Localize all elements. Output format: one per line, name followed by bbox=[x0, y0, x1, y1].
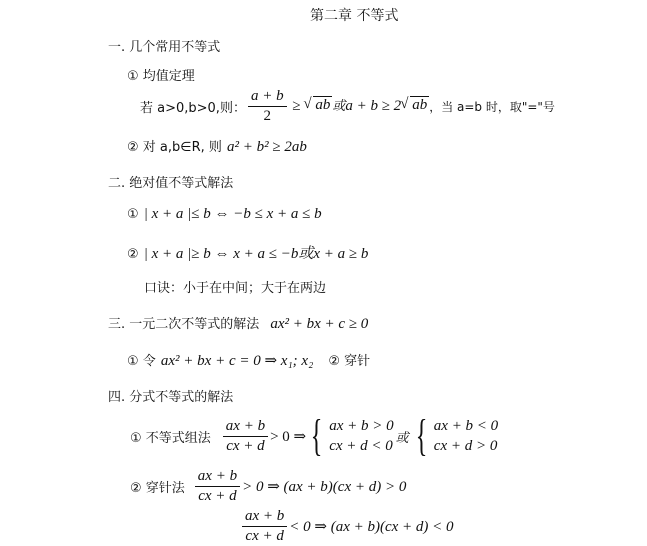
fraction-system-line bbox=[130, 412, 498, 460]
or-word: 或 bbox=[332, 98, 346, 114]
square-inequality-formula: a² + b² ≥ 2ab bbox=[227, 139, 307, 155]
quadratic-equation: ax² + bx + c = 0 ⇒ x₁; x₂ bbox=[160, 353, 314, 369]
ge-sign: ≥ bbox=[288, 97, 305, 114]
mnemonic-text: 口诀：小于在中间；大于在两边 bbox=[144, 281, 327, 296]
page-title: 第二章 不等式 bbox=[310, 8, 399, 24]
abs-ge-label: ② bbox=[127, 247, 139, 262]
mean-theorem-label: ① 均值定理 bbox=[127, 69, 195, 84]
system-2-row-2: cx + d > 0 bbox=[433, 438, 498, 454]
needle-fraction-1-denominator: cx + d bbox=[198, 487, 237, 504]
sqrt-ab-2 bbox=[401, 97, 429, 114]
abs-le-formula: | x + a |≤ b ⇔ −b ≤ x + a ≤ b bbox=[143, 206, 322, 222]
system-1-row-2: cx + d < 0 bbox=[329, 438, 393, 454]
system-2-row-1: ax + b < 0 bbox=[433, 418, 499, 434]
section-1-heading: 一. 几个常用不等式 bbox=[108, 40, 221, 55]
sqrt-radicand-1: ab bbox=[315, 97, 331, 114]
system-2 bbox=[411, 411, 499, 460]
square-inequality-line bbox=[127, 136, 307, 156]
needle-line-2-rest: < 0 ⇒ (ax + b)(cx + d) < 0 bbox=[289, 518, 454, 535]
section-3-heading: 三. 一元二次不等式的解法 bbox=[108, 317, 260, 332]
system-1-row-1: ax + b > 0 bbox=[329, 418, 394, 434]
mean-theorem-condition: 若 a>0,b>0,则： bbox=[140, 100, 246, 116]
needle-method-line-2 bbox=[240, 506, 454, 546]
mean-expr-2: a + b ≥ 2 bbox=[345, 97, 402, 114]
abs-le-line bbox=[127, 203, 322, 223]
abs-ge-formula: | x + a |≥ b ⇔ x + a ≤ −b或x + a ≥ b bbox=[143, 246, 369, 262]
brace-2: { bbox=[415, 411, 428, 460]
quadratic-steps-line bbox=[127, 350, 370, 370]
system-or: 或 bbox=[395, 430, 409, 446]
mean-fraction bbox=[248, 88, 287, 125]
needle-fraction-2 bbox=[242, 508, 287, 545]
mean-fraction-numerator: a + b bbox=[248, 88, 287, 107]
needle-method-label: ② 穿针法 bbox=[130, 480, 185, 496]
square-inequality-label: ② 对 a,b∈R, 则 bbox=[127, 140, 222, 155]
sqrt-ab-1 bbox=[304, 97, 332, 114]
system-method-label: ① 不等式组法 bbox=[130, 430, 211, 446]
needle-fraction-1-numerator: ax + b bbox=[195, 468, 240, 487]
mean-fraction-denominator: 2 bbox=[263, 107, 272, 124]
gt-zero-implies: > 0 ⇒ bbox=[270, 428, 307, 445]
section-4-heading: 四. 分式不等式的解法 bbox=[108, 390, 234, 405]
section-2-heading: 二. 绝对值不等式解法 bbox=[108, 176, 234, 191]
quadratic-inequality: ax² + bx + c ≥ 0 bbox=[270, 316, 369, 332]
needle-fraction-1 bbox=[195, 468, 240, 505]
abs-ge-line bbox=[127, 242, 368, 263]
mean-theorem-line bbox=[140, 86, 555, 126]
equality-condition: ，当 a=b 时，取"="号 bbox=[429, 99, 555, 114]
sqrt-radicand-2: ab bbox=[412, 97, 428, 114]
needle-fraction-2-numerator: ax + b bbox=[242, 508, 287, 527]
needle-line-1-rest: > 0 ⇒ (ax + b)(cx + d) > 0 bbox=[242, 478, 407, 495]
system-fraction-numerator: ax + b bbox=[223, 418, 268, 437]
quadratic-step-1-label: ① 令 bbox=[127, 354, 156, 369]
system-fraction-denominator: cx + d bbox=[226, 437, 265, 454]
needle-method-line-1 bbox=[130, 466, 406, 506]
quadratic-step-2-label: ② 穿针 bbox=[328, 354, 371, 369]
needle-fraction-2-denominator: cx + d bbox=[245, 527, 284, 544]
system-fraction bbox=[223, 418, 268, 455]
abs-le-label: ① bbox=[127, 207, 139, 222]
brace-1: { bbox=[310, 411, 323, 460]
section-3-heading-line bbox=[108, 313, 368, 333]
system-1 bbox=[306, 411, 394, 460]
